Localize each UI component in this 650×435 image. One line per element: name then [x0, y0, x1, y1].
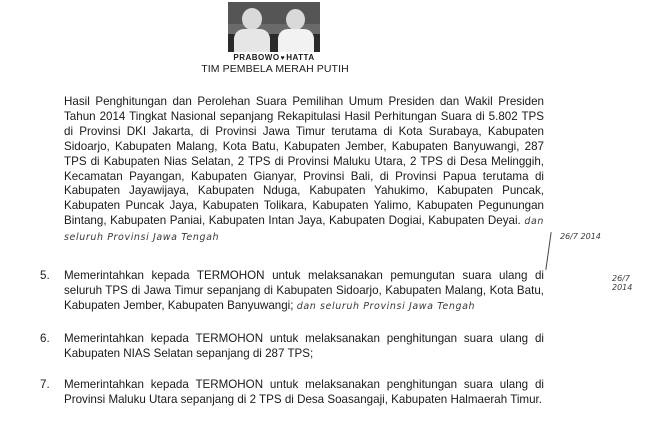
item-7-paragraph — [64, 378, 544, 408]
intro-initial: 26/7 2014 — [560, 232, 601, 241]
heart-icon: ♥ — [280, 55, 286, 62]
item-number: 5. — [40, 269, 50, 282]
intro-paragraph — [64, 95, 544, 246]
brand-left: PRABOWO — [233, 53, 280, 62]
item-text: Memerintahkan kepada TERMOHON untuk melaksanakan penghitungan suara ulang di Kabupaten NIAS Selatan sepanjang di 287 TPS; — [64, 332, 544, 360]
item-number: 7. — [40, 378, 50, 391]
letterhead — [0, 0, 650, 80]
item-6-paragraph — [64, 332, 544, 362]
intro-handwritten-note: dan seluruh Provinsi Jawa Tengah — [64, 216, 544, 244]
item-5-handwritten-note: dan seluruh Provinsi Jawa Tengah — [296, 300, 476, 312]
item-5-paragraph — [64, 269, 544, 315]
item-text: Memerintahkan kepada TERMOHON untuk melaksanakan penghitungan suara ulang di Provinsi Maluku Utara sepanjang di 2 TPS di Desa Soasangaji, Kabupaten Halmaerah Timur. — [64, 378, 544, 406]
candidates-photo — [228, 2, 320, 52]
team-name: TIM PEMBELA MERAH PUTIH — [201, 63, 349, 75]
campaign-brand — [224, 53, 324, 62]
item-number: 6. — [40, 332, 50, 345]
signature-stroke — [545, 232, 551, 270]
item-5-initial: 26/7 2014 — [612, 274, 633, 292]
brand-right: HATTA — [286, 53, 315, 62]
intro-text: Hasil Penghitungan dan Perolehan Suara Pemilihan Umum Presiden dan Wakil Presiden Tahun 2014 Tingkat Nasional sepanjang Rekapitulasi Hasil Perhitungan Suara di 5.802 TPS di Provinsi DKI Jakarta, di Provinsi Jawa Timur terutama di Kota Surabaya, Kabupaten Sidoarjo, Kabupaten Malang, Kota Batu, Kabupaten Jember, Kabupaten Banyuwangi, 287 TPS di Kabupaten Nias Selatan, 2 TPS di Provinsi Maluku Utara, 2 TPS di Desa Melinggih, Kecamatan Payangan, Kabupaten Gianyar, Provinsi Bali, di Provinsi Papua terutama di Kabupaten Jayawijaya, Kabupaten Nduga, Kabupaten Yahukimo, Kabupaten Puncak, Kabupaten Puncak Jaya, Kabupaten Tolikara, Kabupaten Yalimo, Kabupaten Pegunungan Bintang, Kabupaten Paniai, Kabupaten Intan Jaya, Kabupaten Dogiai, Kabupaten Deyai. — [64, 95, 544, 228]
item-text: Memerintahkan kepada TERMOHON untuk melaksanakan pemungutan suara ulang di seluruh TPS di Jawa Timur sepanjang di Kabupaten Sidoarjo, Kabupaten Malang, Kota Batu, Kabupaten Jember, Kabupaten Banyuwangi; — [64, 269, 544, 312]
